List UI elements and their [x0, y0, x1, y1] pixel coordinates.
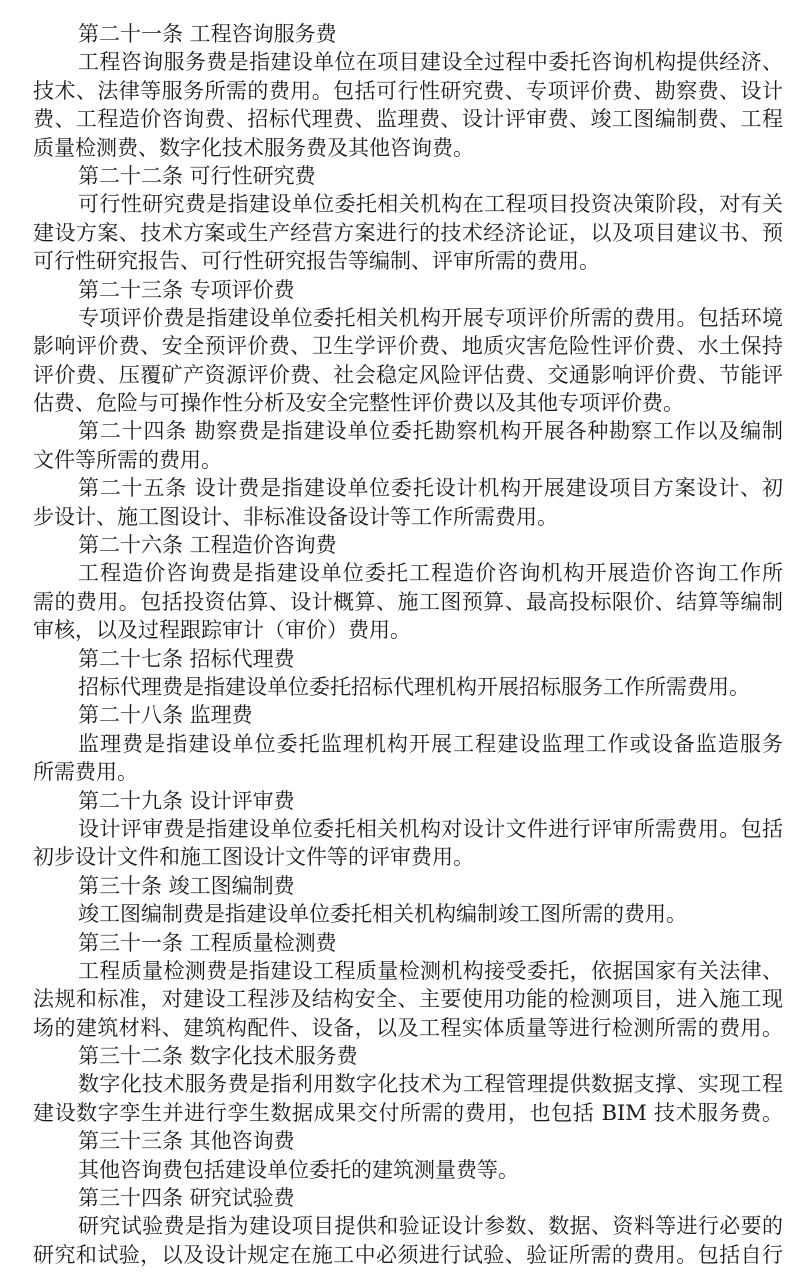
paragraph-line: 监理费是指建设单位委托监理机构开展工程建设监理工作或设备监造服务: [78, 731, 783, 756]
paragraph-line: 评价费、压覆矿产资源评价费、社会稳定风险评估费、交通影响评价费、节能评: [33, 362, 783, 387]
paragraph-line: 工程咨询服务费是指建设单位在项目建设全过程中委托咨询机构提供经济、: [78, 50, 783, 75]
paragraph-line: 研究试验费是指为建设项目提供和验证设计参数、数据、资料等进行必要的: [78, 1214, 783, 1239]
paragraph-line: 可行性研究费是指建设单位委托相关机构在工程项目投资决策阶段，对有关: [78, 192, 783, 217]
article-heading: 第二十八条 监理费: [78, 703, 253, 728]
paragraph-line: 需的费用。包括投资估算、设计概算、施工图预算、最高投标限价、结算等编制: [33, 589, 783, 614]
article-heading: 第二十七条 招标代理费: [78, 646, 295, 671]
article-heading: 第二十六条 工程造价咨询费: [78, 533, 337, 558]
paragraph-line: 影响评价费、安全预评价费、卫生学评价费、地质灾害危险性评价费、水土保持: [33, 334, 783, 359]
paragraph-line: 技术、法律等服务所需的费用。包括可行性研究费、专项评价费、勘察费、设计: [33, 78, 783, 103]
paragraph-line: 审核，以及过程跟踪审计（审价）费用。: [33, 618, 411, 643]
article-heading: 第二十九条 设计评审费: [78, 788, 295, 813]
paragraph-line: 工程质量检测费是指建设工程质量检测机构接受委托，依据国家有关法律、: [78, 958, 783, 983]
article-heading: 第二十三条 专项评价费: [78, 277, 295, 302]
paragraph-line: 估费、危险与可操作性分析及安全完整性评价费以及其他专项评价费。: [33, 391, 684, 416]
article-heading: 第三十三条 其他咨询费: [78, 1129, 295, 1154]
paragraph-line: 工程造价咨询费是指建设单位委托工程造价咨询机构开展造价咨询工作所: [78, 561, 783, 586]
paragraph-line: 步设计、施工图设计、非标准设备设计等工作所需费用。: [33, 504, 558, 529]
paragraph-line: 第二十五条 设计费是指建设单位委托设计机构开展建设项目方案设计、初: [78, 476, 783, 501]
paragraph-line: 研究和试验，以及设计规定在施工中必须进行试验、验证所需的费用。包括自行: [33, 1242, 783, 1267]
paragraph-line: 其他咨询费包括建设单位委托的建筑测量费等。: [78, 1157, 519, 1182]
article-heading: 第三十二条 数字化技术服务费: [78, 1044, 358, 1069]
paragraph-line: 初步设计文件和施工图设计文件等的评审费用。: [33, 845, 474, 870]
paragraph-line: 建设方案、技术方案或生产经营方案进行的技术经济论证，以及项目建议书、预: [33, 220, 783, 245]
paragraph-line: 场的建筑材料、建筑构配件、设备，以及工程实体质量等进行检测所需的费用。: [33, 1015, 783, 1040]
document-page: [33, 20, 783, 1269]
paragraph-line: 数字化技术服务费是指利用数字化技术为工程管理提供数据支撑、实现工程: [78, 1072, 783, 1097]
paragraph-line: 招标代理费是指建设单位委托招标代理机构开展招标服务工作所需费用。: [78, 674, 750, 699]
paragraph-line: 可行性研究报告、可行性研究报告等编制、评审所需的费用。: [33, 249, 600, 274]
article-heading: 第二十一条 工程咨询服务费: [78, 22, 337, 46]
paragraph-line: 所需费用。: [33, 760, 138, 785]
paragraph-line: 法规和标准，对建设工程涉及结构安全、主要使用功能的检测项目，进入施工现: [33, 987, 783, 1012]
paragraph-line: 质量检测费、数字化技术服务费及其他咨询费。: [33, 135, 474, 160]
paragraph-line: 第二十四条 勘察费是指建设单位委托勘察机构开展各种勘察工作以及编制: [78, 419, 783, 444]
article-heading: 第三十四条 研究试验费: [78, 1186, 295, 1211]
paragraph-line: 费、工程造价咨询费、招标代理费、监理费、设计评审费、竣工图编制费、工程: [33, 107, 783, 132]
article-heading: 第三十一条 工程质量检测费: [78, 930, 337, 955]
article-heading: 第三十条 竣工图编制费: [78, 873, 295, 898]
paragraph-line: 建设数字孪生并进行孪生数据成果交付所需的费用，也包括 BIM 技术服务费。: [33, 1100, 783, 1125]
paragraph-line: 专项评价费是指建设单位委托相关机构开展专项评价所需的费用。包括环境: [78, 305, 783, 330]
paragraph-line: 设计评审费是指建设单位委托相关机构对设计文件进行评审所需费用。包括: [78, 816, 783, 841]
paragraph-line: 竣工图编制费是指建设单位委托相关机构编制竣工图所需的费用。: [78, 902, 687, 927]
article-heading: 第二十二条 可行性研究费: [78, 163, 316, 188]
paragraph-line: 文件等所需的费用。: [33, 447, 222, 472]
